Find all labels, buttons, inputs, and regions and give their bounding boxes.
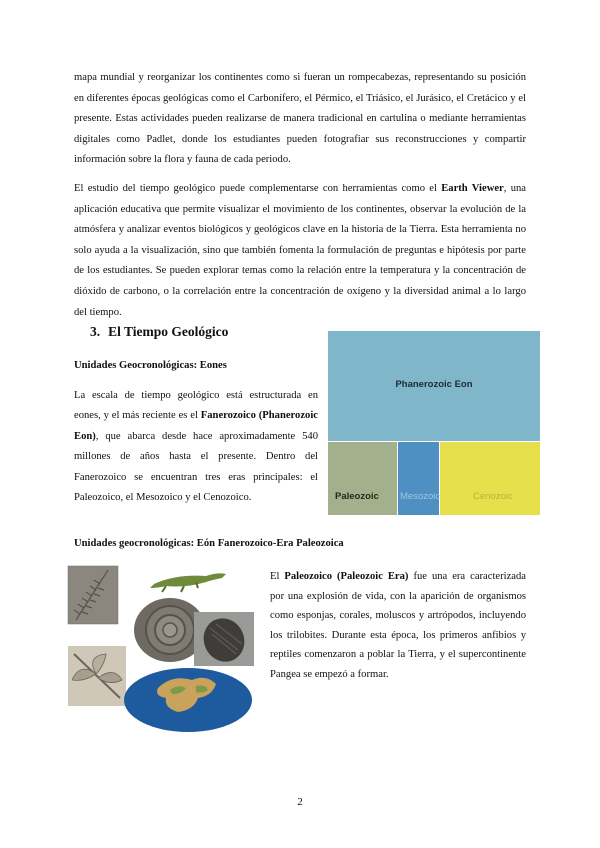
treemap-label-paleozoic: Paleozoic — [335, 491, 379, 502]
subheading-paleozoica: Unidades geocronológicas: Eón Fanerozoico-Era Paleozoica — [74, 538, 344, 549]
section-heading — [90, 324, 228, 340]
treemap-label-mesozoic: Mesozoic — [400, 491, 441, 502]
text-run: fue una era caracterizada por una explosión de vida, con la aparición de organismos como esponjas, corales, moluscos y artrópodos, incluyendo los trilobites. Durante esta época, los primeros anfibios y reptiles comenzaron a poblar la Tierra, y el supercontinente Pangea se empezó a formar. — [270, 571, 526, 680]
text-run: La escala de tiempo geológico está estructurada en eones, y el más reciente es el — [74, 390, 318, 422]
reptile-image — [150, 573, 226, 592]
pangea-globe-image — [124, 668, 252, 732]
text-run: El estudio del tiempo geológico puede complementarse con herramientas como el — [74, 183, 442, 194]
treemap-paleozoic — [328, 442, 397, 515]
paleozoic-fossil-collage — [66, 562, 262, 734]
treemap-label-cenozoic: Cenozoic — [473, 491, 513, 502]
text-run: El — [270, 571, 285, 582]
fossil-collage-image — [66, 562, 262, 734]
trilobite-fossil-image — [194, 612, 254, 669]
paragraph-earth-viewer — [74, 179, 526, 323]
treemap-label-eon: Phanerozoic Eon — [395, 379, 473, 390]
text-run: , una aplicación educativa que permite visualizar el movimiento de los continentes, observar la evolución de la atmósfera y analizar eventos biológicos y geológicos clave en la historia de la Tierra. Esta herramienta no solo ayuda a la visualización, sino que también fomenta la formulación de preguntas e hipótesis por parte de los estudiantes. Se pueden explorar temas como la relación entre la temperatura y la concentración de dióxido de carbono, o la correlación entre la concentración de oxígeno y la diversidad animal a lo largo del tiempo. — [74, 183, 526, 318]
paleozoico-bold: Paleozoico (Paleozoic Era) — [284, 571, 409, 582]
paragraph-fanerozoico — [74, 386, 318, 508]
treemap-phanerozoic-eon — [328, 331, 540, 441]
phanerozoic-treemap — [328, 331, 540, 515]
dragonfly-fossil-image — [68, 646, 126, 706]
text-run: , que abarca desde hace aproximadamente 540 millones de años hasta el presente. Dentro del Fanerozoico se encuentran tres eras principales: el Paleozoico, el Mesozoico y el Cenozoico. — [74, 430, 318, 504]
fanerozoico-bold: Fanerozoico (Phanerozoic Eon) — [74, 410, 318, 442]
paragraph-paleozoico — [270, 567, 526, 685]
treemap-mesozoic — [398, 442, 439, 515]
treemap-cenozoic — [440, 442, 540, 515]
page-number: 2 — [297, 796, 303, 808]
fern-fossil-image — [68, 566, 118, 624]
section-number: 3. — [90, 324, 101, 339]
section-title: El Tiempo Geológico — [108, 324, 229, 339]
subheading-eones: Unidades Geocronológicas: Eones — [74, 360, 227, 371]
paragraph-continents: mapa mundial y reorganizar los continentes como si fueran un rompecabezas, representando su posición en diferentes épocas geológicas como el Carbonífero, el Pérmico, el Triásico, el Jurásico, el Cretácico y el presente. Estas actividades pueden realizarse de manera tradicional en cartulina o mediante herramientas digitales como Padlet, donde los estudiantes pueden fotografiar sus reconstrucciones y compartir información sobre la flora y fauna de cada periodo. — [74, 72, 526, 166]
earth-viewer-bold: Earth Viewer — [441, 183, 504, 194]
